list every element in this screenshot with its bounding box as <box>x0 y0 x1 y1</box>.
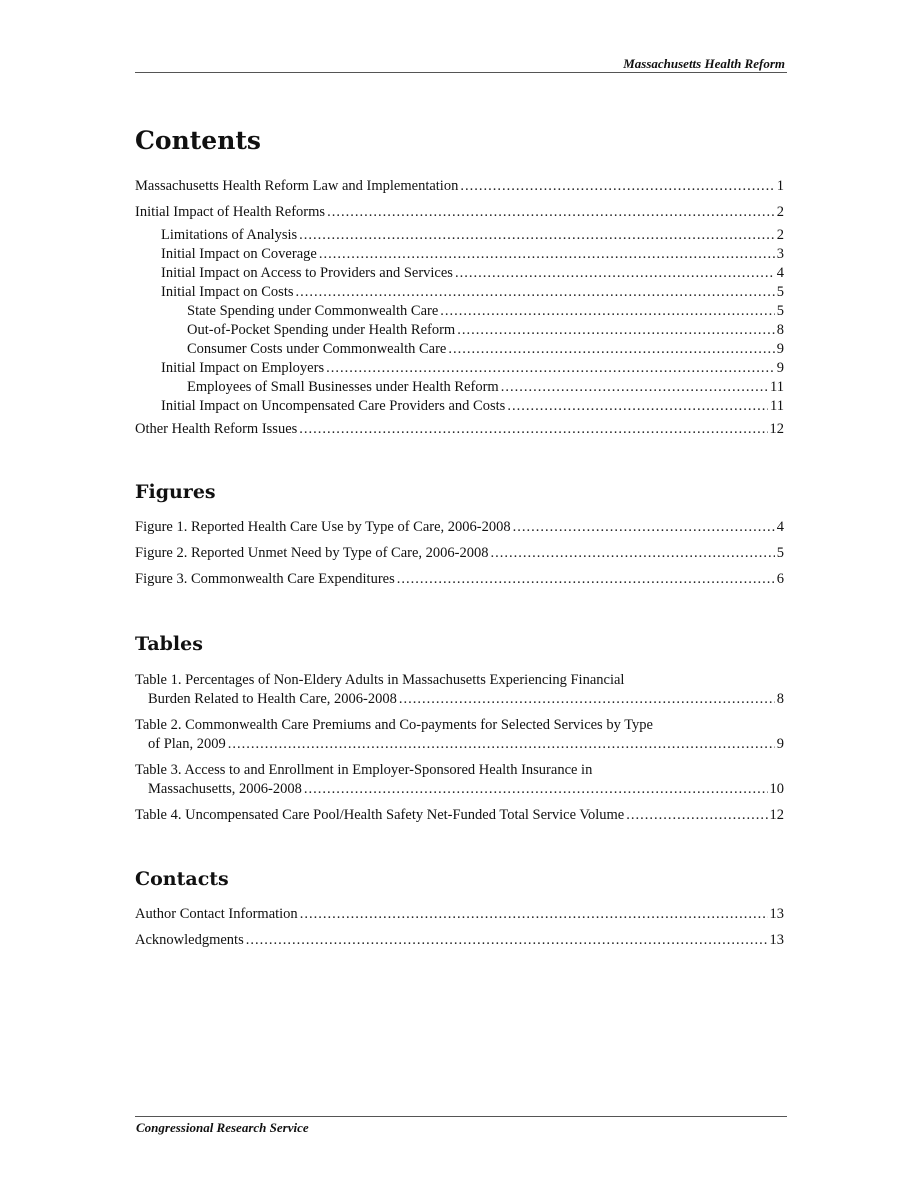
footer-rule <box>135 1116 787 1117</box>
toc-entry-title: Initial Impact on Employers <box>161 360 325 376</box>
figure-entry-title: Figure 1. Reported Health Care Use by Type of Care, 2006-2008 <box>135 519 511 535</box>
header-rule <box>135 72 787 73</box>
contents-list <box>135 177 784 439</box>
contact-entry-title: Author Contact Information <box>135 906 298 922</box>
table-entry-page: 10 <box>769 781 784 797</box>
running-header: Massachusetts Health Reform <box>623 56 785 71</box>
toc-entry-title: Out-of-Pocket Spending under Health Reform <box>187 322 456 338</box>
toc-entry[interactable] <box>135 378 784 397</box>
toc-entry-title: Limitations of Analysis <box>161 227 298 243</box>
table-entry-page: 12 <box>769 807 784 823</box>
toc-entry[interactable] <box>135 359 784 378</box>
table-entry-title: Burden Related to Health Care, 2006-2008 <box>148 691 397 707</box>
toc-entry-page: 9 <box>776 341 784 357</box>
toc-entry-title: Employees of Small Businesses under Health Reform <box>187 379 499 395</box>
figure-entry-title: Figure 3. Commonwealth Care Expenditures <box>135 571 395 587</box>
toc-entry-title: Other Health Reform Issues <box>135 421 298 437</box>
toc-entry-page: 8 <box>776 322 784 338</box>
table-entry-title-line1: Table 2. Commonwealth Care Premiums and Co-payments for Selected Services by Type <box>135 717 653 733</box>
table-entry-title-line1: Table 1. Percentages of Non-Eldery Adults in Massachusetts Experiencing Financial <box>135 672 625 688</box>
contact-entry-title: Acknowledgments <box>135 932 244 948</box>
toc-entry-page: 5 <box>776 303 784 319</box>
figure-entry[interactable] <box>135 518 784 537</box>
toc-entry-page: 9 <box>776 360 784 376</box>
toc-entry[interactable] <box>135 397 784 416</box>
figure-entry-page: 6 <box>776 571 784 587</box>
figures-list <box>135 518 784 589</box>
toc-entry-title: Initial Impact on Uncompensated Care Providers and Costs <box>161 398 506 414</box>
toc-entry-title: State Spending under Commonwealth Care <box>187 303 439 319</box>
toc-entry-page: 2 <box>776 227 784 243</box>
table-entry[interactable] <box>135 671 784 709</box>
toc-entry-title: Initial Impact on Coverage <box>161 246 317 262</box>
toc-entry-page: 2 <box>776 204 784 220</box>
toc-entry-page: 4 <box>776 265 784 281</box>
figure-entry-page: 4 <box>776 519 784 535</box>
contact-entry-page: 13 <box>769 932 784 948</box>
toc-entry-page: 5 <box>776 284 784 300</box>
toc-entry[interactable] <box>135 302 784 321</box>
toc-entry[interactable] <box>135 264 784 283</box>
figure-entry[interactable] <box>135 570 784 589</box>
toc-entry-page: 12 <box>769 421 784 437</box>
table-entry-title-line1: Table 3. Access to and Enrollment in Employer-Sponsored Health Insurance in <box>135 762 593 778</box>
toc-entry[interactable] <box>135 340 784 359</box>
toc-entry[interactable] <box>135 321 784 340</box>
running-footer: Congressional Research Service <box>136 1120 309 1135</box>
toc-entry-title: Initial Impact on Costs <box>161 284 294 300</box>
toc-entry-title: Consumer Costs under Commonwealth Care <box>187 341 447 357</box>
figure-entry[interactable] <box>135 544 784 563</box>
toc-entry[interactable] <box>135 203 784 222</box>
table-entry[interactable] <box>135 716 784 754</box>
figure-entry-title: Figure 2. Reported Unmet Need by Type of Care, 2006-2008 <box>135 545 489 561</box>
toc-entry-page: 11 <box>770 398 784 414</box>
toc-entry-title: Massachusetts Health Reform Law and Implementation <box>135 178 459 194</box>
contact-entry[interactable] <box>135 905 784 924</box>
contact-entry[interactable] <box>135 931 784 950</box>
figures-heading: Figures <box>135 481 216 503</box>
tables-heading: Tables <box>135 633 203 655</box>
contents-heading: Contents <box>135 126 262 155</box>
toc-entry[interactable] <box>135 245 784 264</box>
table-entry-title: Massachusetts, 2006-2008 <box>148 781 302 797</box>
toc-entry-title: Initial Impact on Access to Providers and Services <box>161 265 453 281</box>
figure-entry-page: 5 <box>776 545 784 561</box>
contacts-heading: Contacts <box>135 868 229 890</box>
table-entry-title: of Plan, 2009 <box>148 736 226 752</box>
contacts-list <box>135 905 784 950</box>
table-entry[interactable] <box>135 761 784 799</box>
table-entry[interactable] <box>135 806 784 825</box>
toc-entry-title: Initial Impact of Health Reforms <box>135 204 326 220</box>
toc-entry[interactable] <box>135 283 784 302</box>
toc-entry-page: 3 <box>776 246 784 262</box>
toc-entry-page: 11 <box>770 379 784 395</box>
toc-entry-page: 1 <box>776 178 784 194</box>
toc-entry[interactable] <box>135 177 784 196</box>
tables-list <box>135 671 784 825</box>
table-entry-title: Table 4. Uncompensated Care Pool/Health Safety Net-Funded Total Service Volume <box>135 807 625 823</box>
table-entry-page: 9 <box>776 736 784 752</box>
contact-entry-page: 13 <box>769 906 784 922</box>
toc-entry[interactable] <box>135 420 784 439</box>
toc-entry[interactable] <box>135 226 784 245</box>
table-entry-page: 8 <box>776 691 784 707</box>
